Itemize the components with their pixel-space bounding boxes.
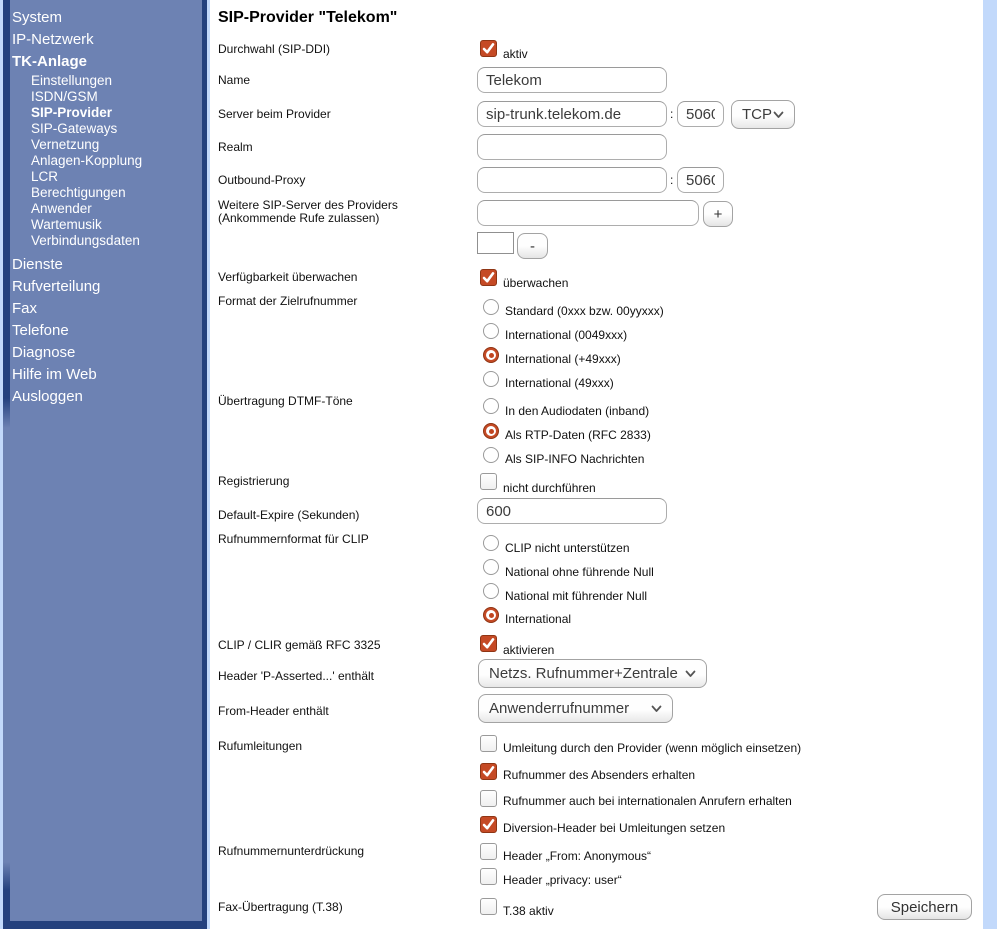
check-icon xyxy=(481,270,496,285)
sidebar-item-anlagen-kopplung[interactable]: Anlagen-Kopplung xyxy=(31,153,143,168)
remove-server-button[interactable]: - xyxy=(517,233,548,259)
dtmf-radio-inband[interactable] xyxy=(483,398,499,414)
realm-input[interactable] xyxy=(477,134,667,160)
sidebar-item-ausloggen[interactable]: Ausloggen xyxy=(12,388,83,405)
chevron-down-icon xyxy=(773,111,784,119)
format-ziel-option-label: International (49xxx) xyxy=(505,376,614,390)
from-header-select[interactable] xyxy=(478,694,673,723)
check-icon xyxy=(481,817,496,832)
fax-label: Fax-Übertragung (T.38) xyxy=(218,900,343,914)
t38-checkbox[interactable] xyxy=(480,898,497,915)
format-ziel-label: Format der Zielrufnummer xyxy=(218,294,358,308)
sidebar-item-sip-gateways[interactable]: SIP-Gateways xyxy=(31,121,118,136)
format-ziel-radio-plus49[interactable] xyxy=(483,347,499,363)
clip-clir-label: CLIP / CLIR gemäß RFC 3325 xyxy=(218,638,381,652)
check-icon xyxy=(481,764,496,779)
sidebar-item-berechtigungen[interactable]: Berechtigungen xyxy=(31,185,126,200)
name-label: Name xyxy=(218,73,251,87)
sidebar-item-telefone[interactable]: Telefone xyxy=(12,322,69,339)
outbound-proxy-input[interactable] xyxy=(477,167,667,193)
registrierung-label: Registrierung xyxy=(218,474,290,488)
durchwahl-checkbox[interactable] xyxy=(480,40,497,57)
sidebar-left-border xyxy=(3,0,10,929)
rufnummer-international-label: Rufnummer auch bei internationalen Anrufern erhalten xyxy=(503,794,792,808)
sidebar-item-wartemusik[interactable]: Wartemusik xyxy=(31,217,102,232)
weitere-sip-server-label-line1: Weitere SIP-Server des Providers xyxy=(218,198,398,212)
server-host-input[interactable] xyxy=(477,101,667,127)
from-anonymous-label: Header „From: Anonymous“ xyxy=(503,849,652,863)
p-asserted-label: Header 'P-Asserted...' enthält xyxy=(218,669,374,683)
realm-label: Realm xyxy=(218,140,253,154)
privacy-user-label: Header „privacy: user“ xyxy=(503,873,622,887)
sidebar-nav xyxy=(10,7,202,408)
outbound-proxy-label: Outbound-Proxy xyxy=(218,173,306,187)
check-icon xyxy=(481,41,496,56)
sidebar-item-fax[interactable]: Fax xyxy=(12,300,38,317)
rufnummer-international-checkbox[interactable] xyxy=(480,790,497,807)
sidebar-item-system[interactable]: System xyxy=(12,9,63,26)
default-expire-label: Default-Expire (Sekunden) xyxy=(218,508,360,522)
umleitung-provider-label: Umleitung durch den Provider (wenn möglich einsetzen) xyxy=(503,741,802,755)
weitere-sip-server-extra-input[interactable] xyxy=(477,232,514,254)
sidebar-item-tk-anlage[interactable]: TK-Anlage xyxy=(12,53,87,70)
verfuegbarkeit-checkbox[interactable] xyxy=(480,269,497,286)
protocol-select[interactable] xyxy=(731,100,795,129)
clip-format-option-label: International xyxy=(505,612,572,626)
protocol-select-value: TCP xyxy=(742,106,772,123)
verfuegbarkeit-label: Verfügbarkeit überwachen xyxy=(218,270,358,284)
outbound-port-input[interactable] xyxy=(677,167,724,193)
dtmf-radio-sipinfo[interactable] xyxy=(483,447,499,463)
main-content xyxy=(210,0,983,929)
from-header-label: From-Header enthält xyxy=(218,704,329,718)
registrierung-checkbox-label: nicht durchführen xyxy=(503,481,596,495)
dtmf-option-label: Als RTP-Daten (RFC 2833) xyxy=(505,428,651,442)
sidebar-item-lcr[interactable]: LCR xyxy=(31,169,59,184)
clip-format-option-label: National mit führender Null xyxy=(505,589,648,603)
clip-clir-checkbox[interactable] xyxy=(480,635,497,652)
format-ziel-radio-standard[interactable] xyxy=(483,299,499,315)
dtmf-label: Übertragung DTMF-Töne xyxy=(218,394,353,408)
weitere-sip-server-label-line2: (Ankommende Rufe zulassen) xyxy=(218,211,380,225)
sidebar-item-verbindungsdaten[interactable]: Verbindungsdaten xyxy=(31,233,140,248)
clip-format-option-label: National ohne führende Null xyxy=(505,565,654,579)
sidebar-item-ip-netzwerk[interactable]: IP-Netzwerk xyxy=(12,31,94,48)
sidebar xyxy=(3,0,207,929)
sidebar-item-dienste[interactable]: Dienste xyxy=(12,256,63,273)
rufnummer-absender-label: Rufnummer des Absenders erhalten xyxy=(503,768,696,782)
sidebar-item-diagnose[interactable]: Diagnose xyxy=(12,344,76,361)
weitere-sip-server-input[interactable] xyxy=(477,200,699,226)
clip-format-radio-national-mit[interactable] xyxy=(483,583,499,599)
clip-format-label: Rufnummernformat für CLIP xyxy=(218,532,369,546)
format-ziel-radio-0049[interactable] xyxy=(483,323,499,339)
format-ziel-option-label: International (+49xxx) xyxy=(505,352,621,366)
outbound-port-colon: : xyxy=(670,173,674,187)
t38-checkbox-label: T.38 aktiv xyxy=(503,904,554,918)
sidebar-item-isdn-gsm[interactable]: ISDN/GSM xyxy=(31,89,98,104)
server-port-input[interactable] xyxy=(677,101,724,127)
verfuegbarkeit-checkbox-label: überwachen xyxy=(503,276,569,290)
sidebar-item-vernetzung[interactable]: Vernetzung xyxy=(31,137,100,152)
dtmf-radio-rtp[interactable] xyxy=(483,423,499,439)
format-ziel-option-label: International (0049xxx) xyxy=(505,328,628,342)
clip-clir-checkbox-label: aktivieren xyxy=(503,643,555,657)
durchwahl-checkbox-label: aktiv xyxy=(503,47,528,61)
format-ziel-option-label: Standard (0xxx bzw. 00yyxxx) xyxy=(505,304,664,318)
server-label: Server beim Provider xyxy=(218,107,331,121)
diversion-header-label: Diversion-Header bei Umleitungen setzen xyxy=(503,821,726,835)
sidebar-item-einstellungen[interactable]: Einstellungen xyxy=(31,73,113,88)
add-server-button[interactable]: + xyxy=(703,201,733,227)
format-ziel-radio-49[interactable] xyxy=(483,371,499,387)
unterdrueckung-label: Rufnummernunterdrückung xyxy=(218,844,365,858)
sidebar-item-hilfe-im-web[interactable]: Hilfe im Web xyxy=(12,366,97,383)
sidebar-bottom-border xyxy=(3,921,207,929)
clip-format-radio-national-ohne[interactable] xyxy=(483,559,499,575)
page-title: SIP-Provider "Telekom" xyxy=(218,9,398,26)
dtmf-option-label: In den Audiodaten (inband) xyxy=(505,404,650,418)
rufnummer-absender-checkbox[interactable] xyxy=(480,763,497,780)
save-button[interactable]: Speichern xyxy=(877,894,972,920)
dtmf-option-label: Als SIP-INFO Nachrichten xyxy=(505,452,645,466)
from-anonymous-checkbox[interactable] xyxy=(480,843,497,860)
clip-format-radio-none[interactable] xyxy=(483,535,499,551)
sidebar-item-sip-provider[interactable]: SIP-Provider xyxy=(31,105,113,120)
durchwahl-label: Durchwahl (SIP-DDI) xyxy=(218,42,331,56)
sidebar-item-anwender[interactable]: Anwender xyxy=(31,201,92,216)
sidebar-right-border xyxy=(202,0,207,929)
check-icon xyxy=(481,636,496,651)
umleitung-provider-checkbox[interactable] xyxy=(480,735,497,752)
name-input[interactable] xyxy=(477,67,667,93)
clip-format-radio-international[interactable] xyxy=(483,607,499,623)
server-port-colon: : xyxy=(670,107,674,121)
p-asserted-select-value: Netzs. Rufnummer+Zentrale xyxy=(489,665,678,682)
rufumleitungen-label: Rufumleitungen xyxy=(218,739,303,753)
registrierung-checkbox[interactable] xyxy=(480,473,497,490)
p-asserted-select[interactable] xyxy=(478,659,707,688)
from-header-select-value: Anwenderrufnummer xyxy=(489,700,630,717)
chevron-down-icon xyxy=(651,705,662,713)
clip-format-option-label: CLIP nicht unterstützen xyxy=(505,541,630,555)
privacy-user-checkbox[interactable] xyxy=(480,868,497,885)
default-expire-input[interactable] xyxy=(477,498,667,524)
diversion-header-checkbox[interactable] xyxy=(480,816,497,833)
chevron-down-icon xyxy=(685,670,696,678)
sidebar-item-rufverteilung[interactable]: Rufverteilung xyxy=(12,278,101,295)
